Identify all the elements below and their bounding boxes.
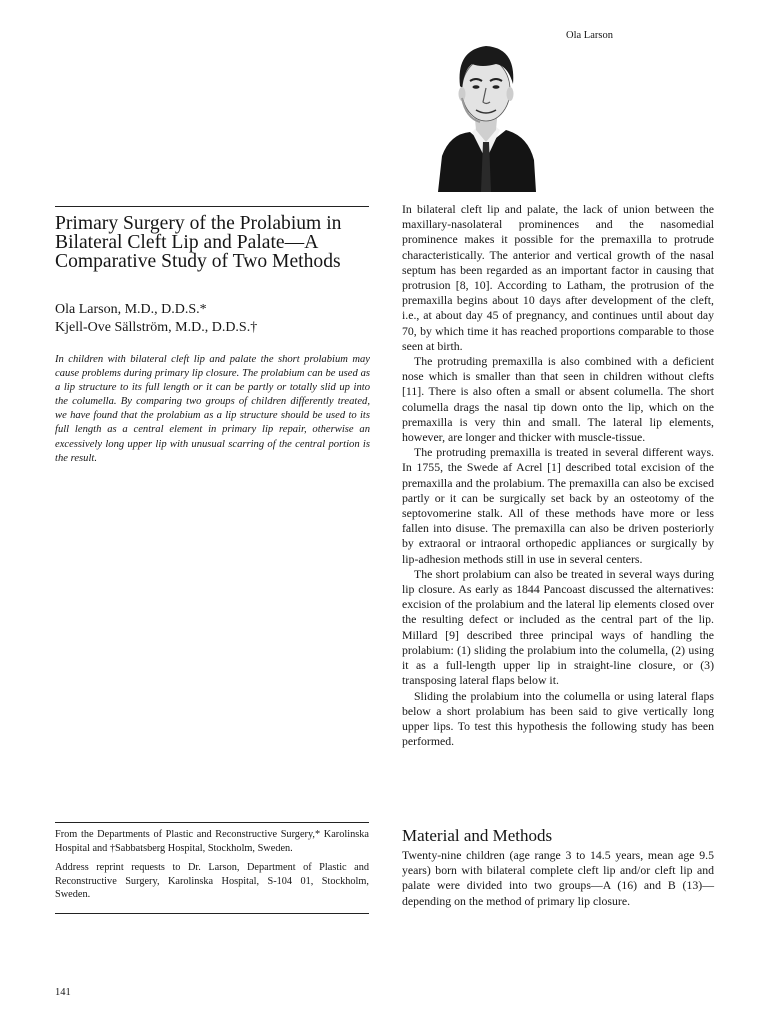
article-title: Primary Surgery of the Prolabium in Bilateral Cleft Lip and Palate—A Comparative Study of Two Methods (55, 213, 342, 272)
abstract: In children with bilateral cleft lip and palate the short prolabium may cause problems during primary lip closure. The prolabium can be used as a lip structure to its full length or it can be partly or totally slid up into the columella. By comparing two groups of children differently treated, we have found that the prolabium as a lip structure should be used to its full length as a central element in primary lip repair, otherwise an excessively long upper lip with unusual scarring of the central portion is the result. (55, 354, 370, 464)
title-top-rule (55, 206, 369, 207)
footnotes (55, 828, 369, 902)
body-paragraph: The short prolabium can also be treated in several ways during lip closure. As early as 1844 Pancoast discussed the alternatives: excision of the prolabium and the lateral lip elements closed over the resulting defect or included as the central part of the lip. Millard [9] described three principal ways of handling the prolabium: (1) sliding the prolabium into the columella, (2) using it as a full-length upper lip in straight-line closure, or (3) transposing lateral flaps below it. (402, 566, 714, 688)
running-header-author: Ola Larson (566, 30, 613, 41)
page-number: 141 (55, 987, 71, 998)
body-paragraph: The protruding premaxilla is treated in several different ways. In 1755, the Swede af Acrel [1] described total excision of the premaxilla and the prolabium. The premaxilla can also be excised partly or it can be surgically set back by an osteotomy of the septovomerine stalk. All of these methods have more or less fallen into disuse. The premaxilla can also be driven posteriorly by extraoral or intraoral orthopedic appliances or surgically by lip-adhesion methods still in use in several centers. (402, 445, 714, 566)
author-list (55, 301, 375, 337)
body-paragraph: The protruding premaxilla is also combined with a deficient nose which is smaller than that seen in children without clefts [11]. There is also often a small or absent columella. The short columella drags the nasal tip down onto the lip, which on the premaxilla is very thin and small. The lateral lip elements, however, are longer and thicker with muscle-tissue. (402, 354, 714, 445)
author-2: Kjell-Ove Sällström, M.D., D.D.S.† (55, 320, 258, 335)
body-paragraph: Sliding the prolabium into the columella or using lateral flaps below a short prolabium has been said to give vertically long upper lips. To test this hypothesis the following study has been performed. (402, 688, 714, 749)
section-heading: Material and Methods (402, 826, 553, 845)
footnote-bottom-rule (55, 913, 369, 914)
section-paragraph: Twenty-nine children (age range 3 to 14.5 years, mean age 9.5 years) born with bilateral complete cleft lip and/or cleft lip and palate were divided into two groups—A (16) and B (13)—depending on the method of primary lip closure. (402, 848, 714, 908)
section-body (402, 848, 714, 909)
body-text-column (402, 202, 714, 749)
reprint-note: Address reprint requests to Dr. Larson, Department of Plastic and Reconstructive Surgery, Karolinska Hospital, S-104 01, Stockholm, Sweden. (55, 862, 369, 901)
affiliation-note: From the Departments of Plastic and Reconstructive Surgery,* Karolinska Hospital and †Sabbatsberg Hospital, Stockholm, Sweden. (55, 829, 369, 854)
footnote-top-rule (55, 822, 369, 823)
author-portrait (436, 38, 536, 192)
body-paragraph: In bilateral cleft lip and palate, the lack of union between the maxillary-nasolateral prominences and the nasomedial prominence makes it possible for the premaxilla to protrude characteristically. The anterior and vertical growth of the nasal septum has been regarded as an important factor in causing that protrusion [8, 10]. According to Latham, the protrusion of the premaxilla begins about 10 days after development of the cleft, i.e., at about day 45 of pregnancy, and continues until about day 70, by which time it has reached proportions comparable to those seen at birth. (402, 202, 714, 353)
author-1: Ola Larson, M.D., D.D.S.* (55, 302, 207, 317)
